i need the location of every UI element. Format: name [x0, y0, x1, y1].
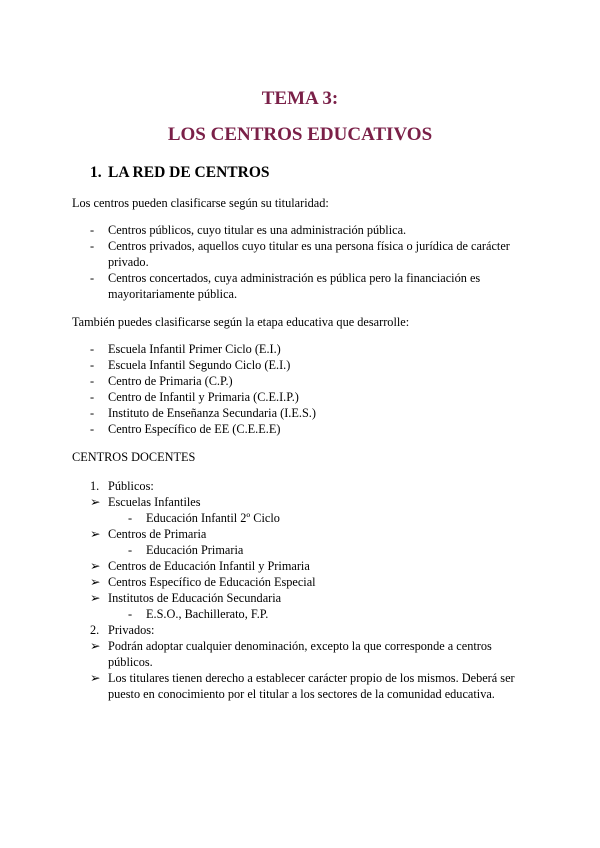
section-title: LA RED DE CENTROS	[108, 164, 270, 181]
document-title-line2: LOS CENTROS EDUCATIVOS	[167, 124, 433, 145]
etapas-list	[90, 341, 530, 437]
list-item-privados: 2. Privados:	[90, 623, 155, 637]
titularidad-list	[90, 222, 530, 302]
list-item-publicos: 1. Públicos:	[90, 479, 154, 493]
intro-titularidad: Los centros pueden clasificarse según su titularidad:	[72, 196, 329, 210]
list-item: - Centros concertados, cuya administración es pública pero la financiación es mayoritariamente pública.	[90, 271, 481, 301]
list-item: - Centro Específico de EE (C.E.E.E)	[90, 422, 281, 436]
intro-etapas: También puedes clasificarse según la etapa educativa que desarrolle:	[72, 315, 410, 329]
section-number: 1.	[90, 164, 102, 181]
list-item: ➢ Podrán adoptar cualquier denominación, excepto la que corresponde a centros públicos.	[90, 639, 492, 669]
sub-list-item: - E.S.O., Bachillerato, F.P.	[128, 607, 269, 621]
sub-list-item: - Educación Infantil 2º Ciclo	[128, 511, 280, 525]
document-title-line1: TEMA 3:	[261, 88, 339, 109]
list-item: - Escuela Infantil Primer Ciclo (E.I.)	[90, 342, 281, 356]
list-item: - Centro de Infantil y Primaria (C.E.I.P.)	[90, 390, 299, 404]
list-item: - Centros públicos, cuyo titular es una administración pública.	[90, 223, 407, 237]
section-heading	[90, 164, 270, 182]
list-item: - Instituto de Enseñanza Secundaria (I.E.S.)	[90, 406, 316, 420]
list-item: ➢ Centros de Educación Infantil y Primaria	[90, 559, 310, 573]
list-item: - Centro de Primaria (C.P.)	[90, 374, 233, 388]
list-item: ➢ Los titulares tienen derecho a establecer carácter propio de los mismos. Deberá ser puesto en conocimiento por el titular a los sectores de la comunidad educativa.	[90, 671, 515, 701]
list-item: ➢ Centros de Primaria	[90, 527, 207, 541]
sub-list-item: - Educación Primaria	[128, 543, 244, 557]
list-item: ➢ Centros Específico de Educación Especial	[90, 575, 316, 589]
centros-docentes-heading: CENTROS DOCENTES	[72, 450, 196, 464]
centros-docentes-list	[90, 478, 530, 702]
list-item: ➢ Institutos de Educación Secundaria	[90, 591, 282, 605]
list-item: - Escuela Infantil Segundo Ciclo (E.I.)	[90, 358, 291, 372]
list-item: ➢ Escuelas Infantiles	[90, 495, 201, 509]
list-item: - Centros privados, aquellos cuyo titular es una persona física o jurídica de carácter privado.	[90, 239, 510, 269]
